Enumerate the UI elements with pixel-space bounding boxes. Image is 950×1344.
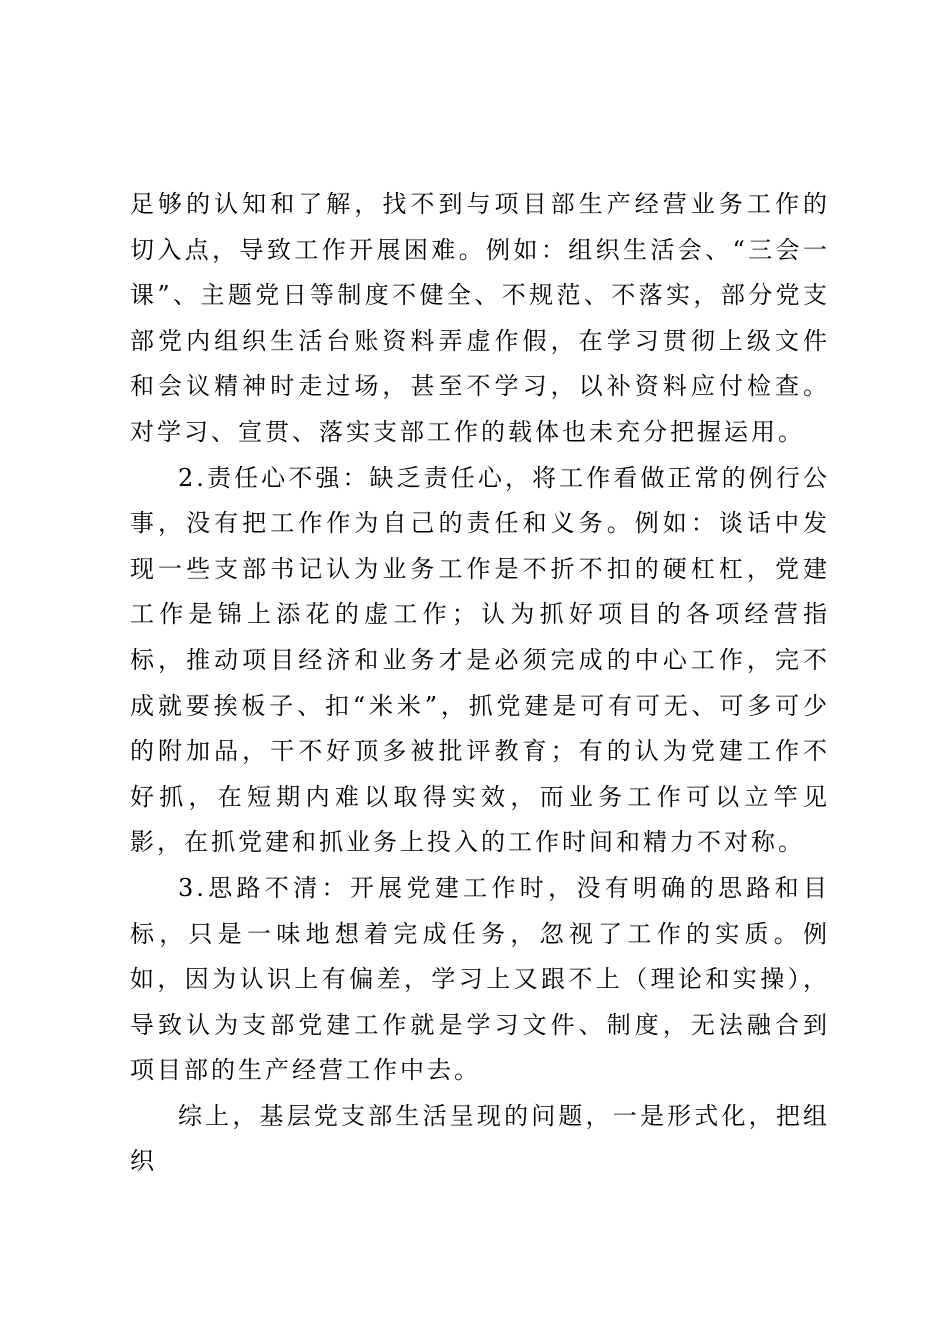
document-body xyxy=(130,182,830,1185)
paragraph-continuation: 足够的认知和了解，找不到与项目部生产经营业务工作的切入点，导致工作开展困难。例如：组织生活会、“三会一课”、主题党日等制度不健全、不规范、不落实，部分党支部党内组织生活台账资料弄虚作假，在学习贯彻上级文件和会议精神时走过场，甚至不学习，以补资料应付检查。对学习、宣贯、落实支部工作的载体也未充分把握运用。 xyxy=(130,190,830,446)
paragraph-responsibility: 2.责任心不强：缺乏责任心，将工作看做正常的例行公事，没有把工作作为自己的责任和义务。例如：谈话中发现一些支部书记认为业务工作是不折不扣的硬杠杠，党建工作是锦上添花的虚工作；认为抓好项目的各项经营指标，推动项目经济和业务才是必须完成的中心工作，完不成就要挨板子、扣“米米”，抓党建是可有可无、可多可少的附加品，干不好顶多被批评教育；有的认为党建工作不好抓，在短期内难以取得实效，而业务工作可以立竿见影，在抓党建和抓业务上投入的工作时间和精力不对称。 xyxy=(130,463,830,857)
paragraph-unclear-thinking: 3.思路不清：开展党建工作时，没有明确的思路和目标，只是一味地想着完成任务，忽视了工作的实质。例如，因为认识上有偏差，学习上又跟不上（理论和实操），导致认为支部党建工作就是学习文件、制度，无法融合到项目部的生产经营工作中去。 xyxy=(130,873,830,1085)
paragraph-summary: 综上，基层党支部生活呈现的问题，一是形式化，把组织 xyxy=(130,1101,830,1176)
